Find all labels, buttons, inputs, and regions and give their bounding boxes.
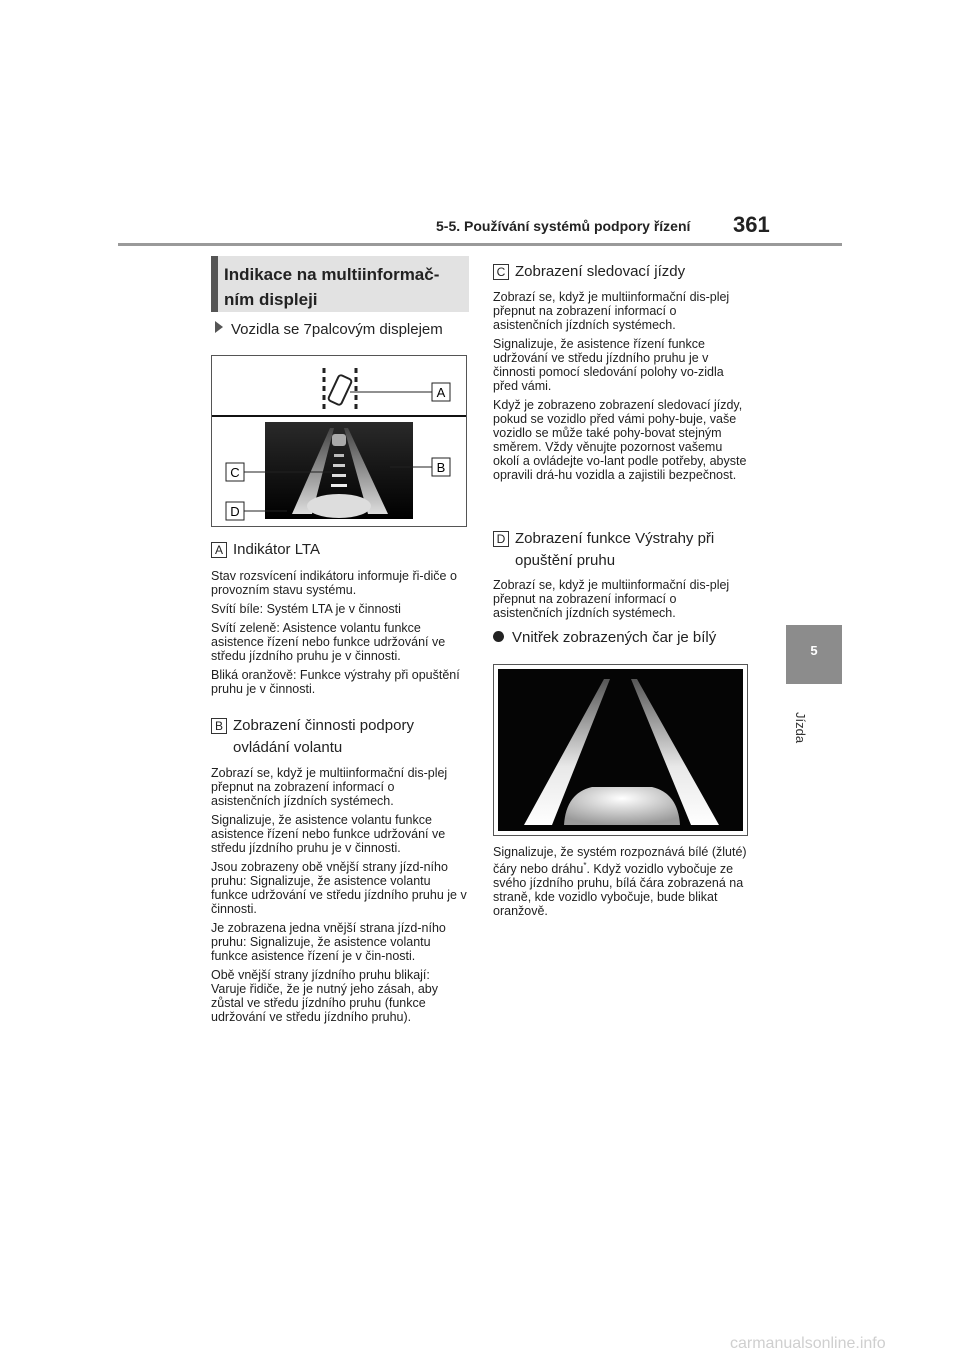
section-c	[493, 261, 749, 487]
display-subhead	[215, 321, 443, 338]
lane-lines-illustration	[494, 665, 747, 835]
section-c-label: C	[493, 264, 509, 280]
chapter-tab-number: 5	[810, 643, 818, 658]
lta-display-illustration	[212, 356, 466, 526]
section-c-paragraph: Zobrazí se, když je multiinformační dis-plej přepnut na zobrazení informací o asistenčních jízdních systémech.	[493, 290, 730, 332]
section-a-paragraph: Stav rozsvícení indikátoru informuje ři-diče o provozním stavu systému.	[211, 569, 457, 597]
section-b-paragraph: Signalizuje, že asistence volantu funkce asistence řízení nebo funkce udržování ve středu jízdního pruhu je v činnosti.	[211, 813, 446, 855]
section-d-label: D	[493, 531, 509, 547]
section-b-paragraph: Je zobrazena jedna vnější strana jízd-ního pruhu: Signalizuje, že asistence volantu funkce asistence řízení je v čin-nosti.	[211, 921, 446, 963]
section-d	[493, 528, 749, 646]
section-a	[211, 539, 467, 701]
own-vehicle-icon	[307, 494, 371, 518]
footnote-marker: *	[583, 861, 587, 870]
section-d-final-text-1: Signalizuje, že systém rozpoznává bílé (žluté) čáry nebo dráhu	[493, 845, 747, 877]
own-vehicle-icon	[564, 787, 680, 825]
section-d-bullet	[493, 629, 749, 646]
section-c-heading	[493, 261, 749, 283]
lta-indicator-icon	[324, 368, 356, 411]
footer-watermark: carmanualsonline.info	[730, 1335, 886, 1352]
section-b-heading	[211, 715, 467, 759]
section-b-paragraph: Jsou zobrazeny obě vnější strany jízd-ního pruhu: Signalizuje, že asistence volantu funkce udržování ve středu jízdního pruhu je v činnosti.	[211, 860, 467, 916]
section-d-bullet-text: Vnitřek zobrazených čar je bílý	[512, 629, 717, 646]
section-a-paragraph: Svítí bíle: Systém LTA je v činnosti	[211, 602, 401, 616]
section-a-paragraph: Bliká oranžově: Funkce výstrahy při opuštění pruhu je v činnosti.	[211, 668, 460, 696]
section-d-final-text-2: . Když vozidlo vybočuje ze svého jízdního pruhu, bílá čára zobrazená na straně, kde vozidlo vybočuje, bude blikat oranžově.	[493, 862, 744, 919]
triangle-bullet-icon	[215, 321, 223, 333]
round-bullet-icon	[493, 631, 504, 642]
section-a-title: Indikátor LTA	[233, 541, 320, 558]
lane-lines-figure	[493, 664, 748, 836]
page-title: Indikace na multiinformač-ním displeji	[224, 265, 440, 309]
section-b	[211, 715, 467, 1029]
section-a-heading	[211, 539, 467, 561]
section-c-title: Zobrazení sledovací jízdy	[515, 263, 686, 280]
section-b-paragraph: Zobrazí se, když je multiinformační dis-plej přepnut na zobrazení informací o asistenčních jízdních systémech.	[211, 766, 448, 808]
callout-label-a: A	[436, 385, 446, 400]
callout-label-c: C	[230, 465, 240, 480]
chapter-tab-label: Jízda	[793, 712, 808, 744]
section-c-paragraph: Signalizuje, že asistence řízení funkce udržování ve středu jízdního pruhu je v činnosti pomocí sledování polohy vo-zidla před vámi.	[493, 337, 724, 393]
page-number: 361	[733, 212, 770, 237]
section-d-final-paragraph	[493, 845, 749, 918]
callout-label-b: B	[436, 460, 446, 475]
section-d-heading	[493, 528, 749, 572]
preceding-vehicle-icon	[332, 434, 346, 446]
callout-label-d: D	[230, 504, 240, 519]
section-header: 5-5. Používání systémů podpory řízení	[436, 218, 691, 234]
header-divider	[118, 243, 842, 246]
section-d-paragraph: Zobrazí se, když je multiinformační dis-plej přepnut na zobrazení informací o asistenčních jízdních systémech.	[493, 578, 730, 620]
section-c-paragraph: Když je zobrazeno zobrazení sledovací jízdy, pokud se vozidlo před vámi pohy-buje, vaše vozidlo se může také pohy-bovat stejným směrem. Vždy věnujte pozornost vašemu okolí a ovládejte vo-lant podle potřeby, abyste opravili drá-hu vozidla a zajistili bezpečnost.	[493, 398, 747, 482]
section-d-after-figure	[493, 845, 749, 923]
section-d-title: Zobrazení funkce Výstrahy při opuštění pruhu	[515, 530, 715, 569]
display-subhead-text: Vozidla se 7palcovým displejem	[231, 321, 443, 338]
lta-display-figure	[211, 355, 467, 527]
section-b-title: Zobrazení činnosti podpory ovládání volantu	[233, 717, 414, 756]
section-a-label: A	[211, 542, 227, 558]
section-b-label: B	[211, 718, 227, 734]
section-a-paragraph: Svítí zeleně: Asistence volantu funkce asistence řízení nebo funkce udržování ve středu jízdního pruhu je v činnosti.	[211, 621, 446, 663]
section-b-paragraph: Obě vnější strany jízdního pruhu blikají: Varuje řidiče, že je nutný jeho zásah, aby zůstal ve středu jízdního pruhu (funkce udržování ve středu jízdního pruhu).	[211, 968, 438, 1024]
